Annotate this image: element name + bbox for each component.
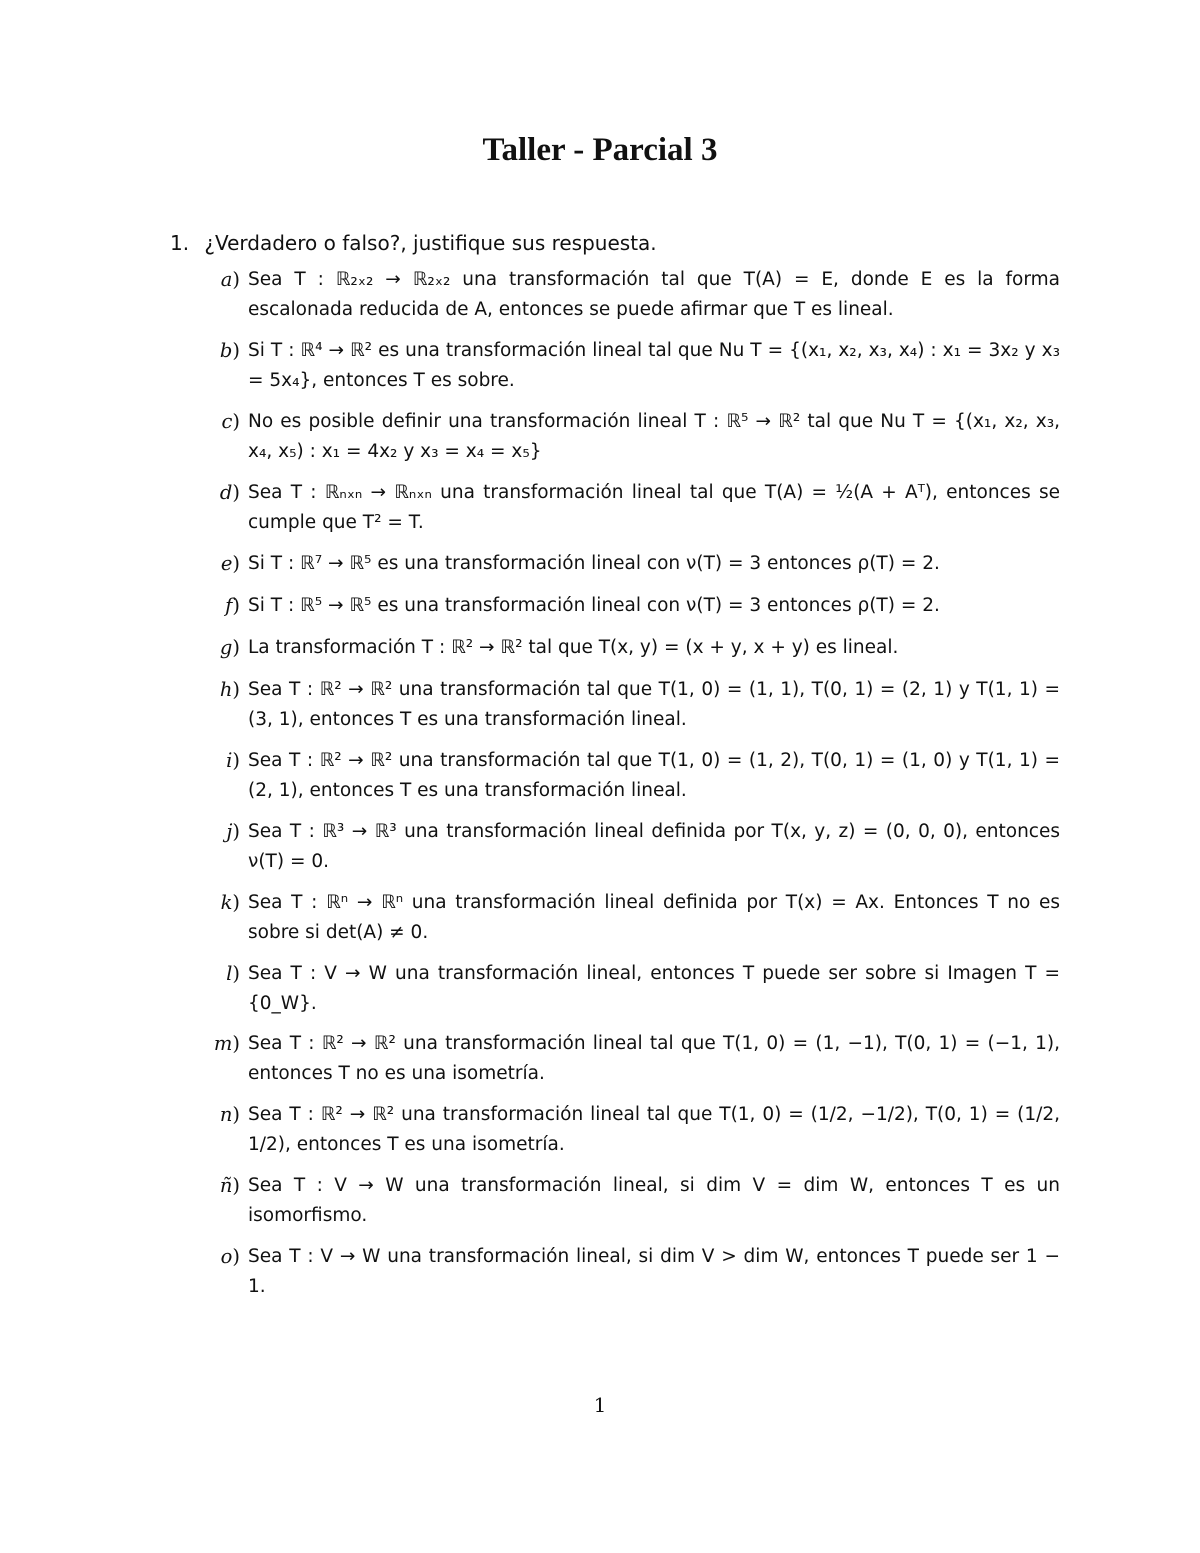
list-item — [195, 1029, 1060, 1089]
item-text: Sea T : ℝ² → ℝ² una transformación lineal tal que T(1, 0) = (1, −1), T(0, 1) = (−1, 1), entonces T no es una isometría. — [248, 1033, 1060, 1084]
item-text: Sea T : ℝ² → ℝ² una transformación lineal tal que T(1, 0) = (1/2, −1/2), T(0, 1) = (1/2, 1/2), entonces T es una isometría. — [248, 1104, 1060, 1155]
item-label: k ) — [195, 888, 240, 918]
item-text: Si T : ℝ⁵ → ℝ⁵ es una transformación lineal con ν(T) = 3 entonces ρ(T) = 2. — [248, 595, 940, 616]
question-number: 1. — [170, 231, 190, 255]
item-text: Sea T : ℝⁿ → ℝⁿ una transformación lineal definida por T(x) = Ax. Entonces T no es sobre si det(A) ≠ 0. — [248, 892, 1060, 943]
list-item — [195, 407, 1060, 467]
list-item — [195, 591, 1060, 621]
item-text: Sea T : V → W una transformación lineal, si dim V > dim W, entonces T puede ser 1 − 1. — [248, 1246, 1060, 1297]
list-item — [195, 478, 1060, 538]
item-text: Sea T : ℝ₂ₓ₂ → ℝ₂ₓ₂ una transformación tal que T(A) = E, donde E es la forma escalonada reducida de A, entonces se puede afirmar que T es lineal. — [248, 269, 1060, 320]
list-item — [195, 817, 1060, 877]
item-label: ñ ) — [195, 1171, 240, 1201]
item-text: Sea T : V → W una transformación lineal, si dim V = dim W, entonces T es un isomorfismo. — [248, 1175, 1060, 1226]
item-label: j ) — [195, 817, 240, 847]
item-text: No es posible definir una transformación lineal T : ℝ⁵ → ℝ² tal que Nu T = {(x₁, x₂, x₃, x₄, x₅) : x₁ = 4x₂ y x₃ = x₄ = x₅} — [248, 411, 1060, 462]
item-label: m ) — [195, 1029, 240, 1059]
item-text: Sea T : ℝₙₓₙ → ℝₙₓₙ una transformación lineal tal que T(A) = ½(A + Aᵀ), entonces se cumple que T² = T. — [248, 482, 1060, 533]
item-text: Sea T : ℝ² → ℝ² una transformación tal que T(1, 0) = (1, 1), T(0, 1) = (2, 1) y T(1, 1) = (3, 1), entonces T es una transformación lineal. — [248, 679, 1060, 730]
list-item — [195, 675, 1060, 735]
item-label: e ) — [195, 549, 240, 579]
list-item — [195, 746, 1060, 806]
item-label: i ) — [195, 746, 240, 776]
page-title: Taller - Parcial 3 — [482, 132, 718, 168]
item-text: Si T : ℝ⁷ → ℝ⁵ es una transformación lineal con ν(T) = 3 entonces ρ(T) = 2. — [248, 553, 940, 574]
list-item — [195, 633, 1060, 663]
item-text: Sea T : V → W una transformación lineal, entonces T puede ser sobre si Imagen T = {0_W}. — [248, 963, 1060, 1014]
page-number: 1 — [593, 1393, 607, 1417]
list-item — [195, 336, 1060, 396]
item-text: Si T : ℝ⁴ → ℝ² es una transformación lineal tal que Nu T = {(x₁, x₂, x₃, x₄) : x₁ = 3x₂ y x₃ = 5x₄}, entonces T es sobre. — [248, 340, 1060, 391]
list-item — [195, 549, 1060, 579]
list-item — [195, 959, 1060, 1019]
question-text: ¿Verdadero o falso?, justifique sus respuesta. — [204, 231, 657, 255]
item-label: h ) — [195, 675, 240, 705]
item-label: l ) — [195, 959, 240, 989]
list-item — [195, 1100, 1060, 1160]
item-label: g ) — [195, 633, 240, 663]
item-label: d ) — [195, 478, 240, 508]
list-item — [195, 1242, 1060, 1302]
item-label: b ) — [195, 336, 240, 366]
item-label: o ) — [195, 1242, 240, 1272]
item-label: n ) — [195, 1100, 240, 1130]
item-text: Sea T : ℝ² → ℝ² una transformación tal que T(1, 0) = (1, 2), T(0, 1) = (1, 0) y T(1, 1) = (2, 1), entonces T es una transformación lineal. — [248, 750, 1060, 801]
item-label: c ) — [195, 407, 240, 437]
list-item — [195, 1171, 1060, 1231]
item-label: f ) — [195, 591, 240, 621]
item-label: a ) — [195, 265, 240, 295]
list-item — [195, 888, 1060, 948]
list-item — [195, 265, 1060, 325]
item-text: Sea T : ℝ³ → ℝ³ una transformación lineal definida por T(x, y, z) = (0, 0, 0), entonces ν(T) = 0. — [248, 821, 1060, 872]
item-text: La transformación T : ℝ² → ℝ² tal que T(x, y) = (x + y, x + y) es lineal. — [248, 637, 899, 658]
